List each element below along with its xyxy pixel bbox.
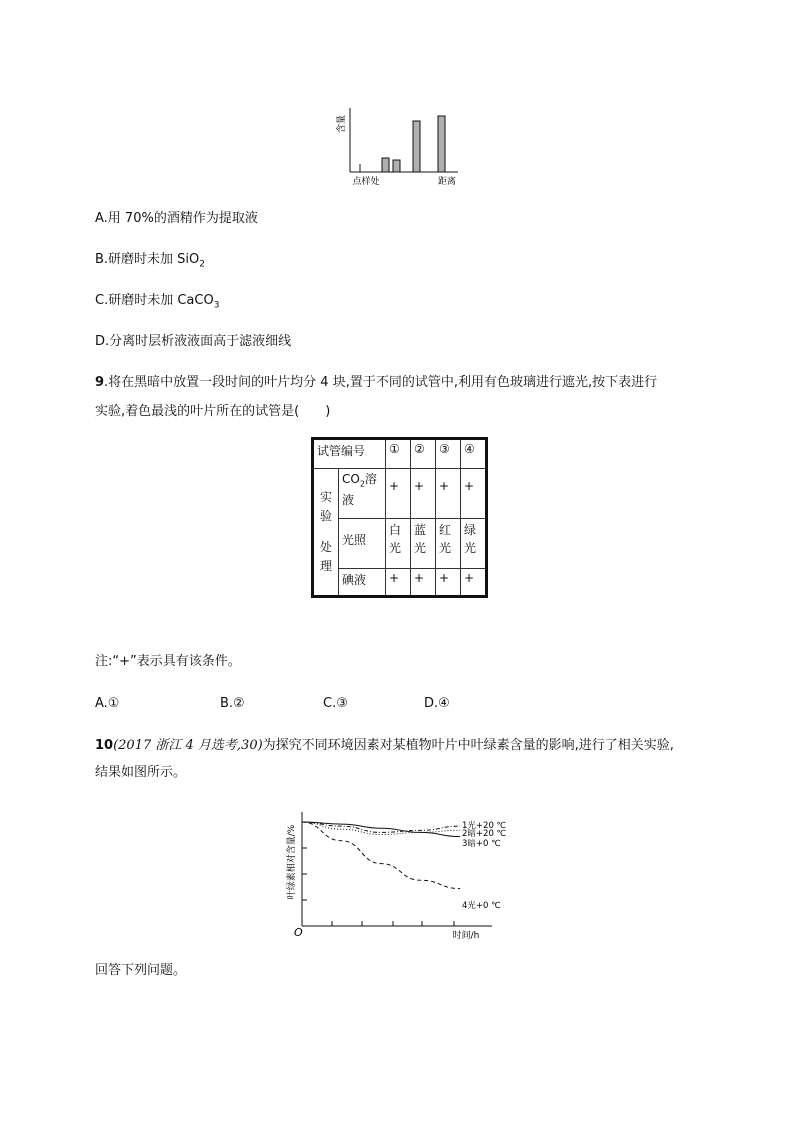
group-char-1: 实: [319, 490, 332, 504]
row-light-label: 光照: [339, 519, 386, 569]
row-co2-value-3: +: [436, 469, 461, 519]
q8-option-d: [95, 333, 291, 351]
q9-option-d-text: D.④: [424, 696, 450, 711]
table-header-label: 试管编号: [313, 439, 386, 469]
q10-follow-text: 回答下列问题。: [95, 963, 187, 978]
q8-option-a: [95, 210, 258, 228]
group-char-3: 处: [319, 540, 332, 554]
q8-bar-2: [393, 160, 400, 172]
q8-option-b-sub: 2: [199, 259, 206, 270]
q10-lines: [302, 822, 460, 889]
q9-option-a: [95, 695, 119, 713]
q10-stem-line2: [95, 764, 186, 782]
q8-bar-chart: [330, 100, 470, 190]
row-co2-value-2: +: [411, 469, 436, 519]
q10-series-label-1: 1光+20 ℃: [462, 821, 507, 831]
q10-text-line1: 为探究不同环境因素对某植物叶片中叶绿素含量的影响,进行了相关实验,: [262, 738, 674, 753]
table-tube-2: ②: [411, 439, 436, 469]
q9-note: [95, 653, 241, 671]
q8-bar-1: [382, 158, 389, 172]
q10-follow: [95, 962, 186, 980]
q9-number: 9: [95, 375, 105, 390]
row-iodine-value-3: +: [436, 569, 461, 597]
q8-bar-4: [438, 116, 445, 172]
q9-text-line2: 实验,着色最浅的叶片所在的试管是( ): [95, 404, 331, 419]
row-co2-label: $CO_2$溶 液: [339, 469, 386, 519]
q9-option-c: [323, 695, 348, 713]
q9-option-b: [220, 695, 245, 713]
q8-option-c-text: C.研磨时未加 CaCO: [95, 293, 214, 308]
row-light-value-1: 白 光: [386, 519, 411, 569]
q8-x-start-label: 点样处: [352, 177, 380, 187]
q8-option-b-text: B.研磨时未加 SiO: [95, 252, 200, 267]
table-tube-3: ③: [436, 439, 461, 469]
row-iodine-label: 碘液: [339, 569, 386, 597]
q9-option-c-text: C.③: [323, 696, 348, 711]
q8-y-label: 含量: [337, 114, 347, 134]
q10-source: (2017 浙江 4 月选考,30): [113, 738, 263, 753]
q9-note-text: 注:“+”表示具有该条件。: [95, 654, 241, 669]
row-light-value-4: 绿 光: [461, 519, 487, 569]
q8-option-c: [95, 292, 219, 315]
q8-bars: [382, 116, 445, 172]
q10-text-line2: 结果如图所示。: [95, 765, 187, 780]
row-co2-value-4: +: [461, 469, 487, 519]
row-co2-value-1: +: [386, 469, 411, 519]
table-tube-1: ①: [386, 439, 411, 469]
q8-option-c-sub: 3: [213, 300, 220, 311]
table-tube-4: ④: [461, 439, 487, 469]
q8-bar-3: [413, 121, 420, 172]
q8-x-end-label: 距离: [437, 177, 457, 187]
q9-stem-line1: [95, 374, 657, 392]
group-char-4: 理: [319, 559, 332, 573]
row-iodine-value-1: +: [386, 569, 411, 597]
q8-option-a-text: A.用 70%的酒精作为提取液: [95, 211, 258, 226]
q10-stem-line1: [95, 737, 674, 755]
q10-y-label: 叶绿素相对含量/%: [287, 824, 297, 900]
row-light-value-3: 红 光: [436, 519, 461, 569]
q9-option-d: [424, 695, 450, 713]
q10-line-chart: [282, 800, 522, 945]
q10-series-label-3: 3暗+0 ℃: [462, 839, 501, 849]
q9-option-a-text: A.①: [95, 696, 120, 711]
q9-stem-line2: [95, 403, 330, 421]
q10-labels: [462, 820, 507, 911]
q9-text-line1: .将在黑暗中放置一段时间的叶片均分 4 块,置于不同的试管中,利用有色玻璃进行遮光,按下表进行: [104, 375, 658, 390]
row-iodine-value-4: +: [461, 569, 487, 597]
q8-option-d-text: D.分离时层析液液面高于滤液细线: [95, 334, 292, 349]
q10-series-label-2: 2暗+20 ℃: [462, 829, 507, 839]
q10-number: 10: [95, 738, 114, 753]
q10-ticks: [302, 822, 454, 926]
q9-option-b-text: B.②: [220, 696, 245, 711]
q10-x-label: 时间/h: [452, 931, 480, 941]
q8-option-b: [95, 251, 205, 274]
q9-experiment-table: [311, 437, 488, 598]
q10-origin: O: [294, 926, 303, 939]
q10-series-label-4: 4光+0 ℃: [462, 901, 501, 911]
row-light-value-2: 蓝 光: [411, 519, 436, 569]
group-char-2: 验: [319, 509, 332, 523]
row-iodine-value-2: +: [411, 569, 436, 597]
table-group-label: [313, 469, 339, 597]
